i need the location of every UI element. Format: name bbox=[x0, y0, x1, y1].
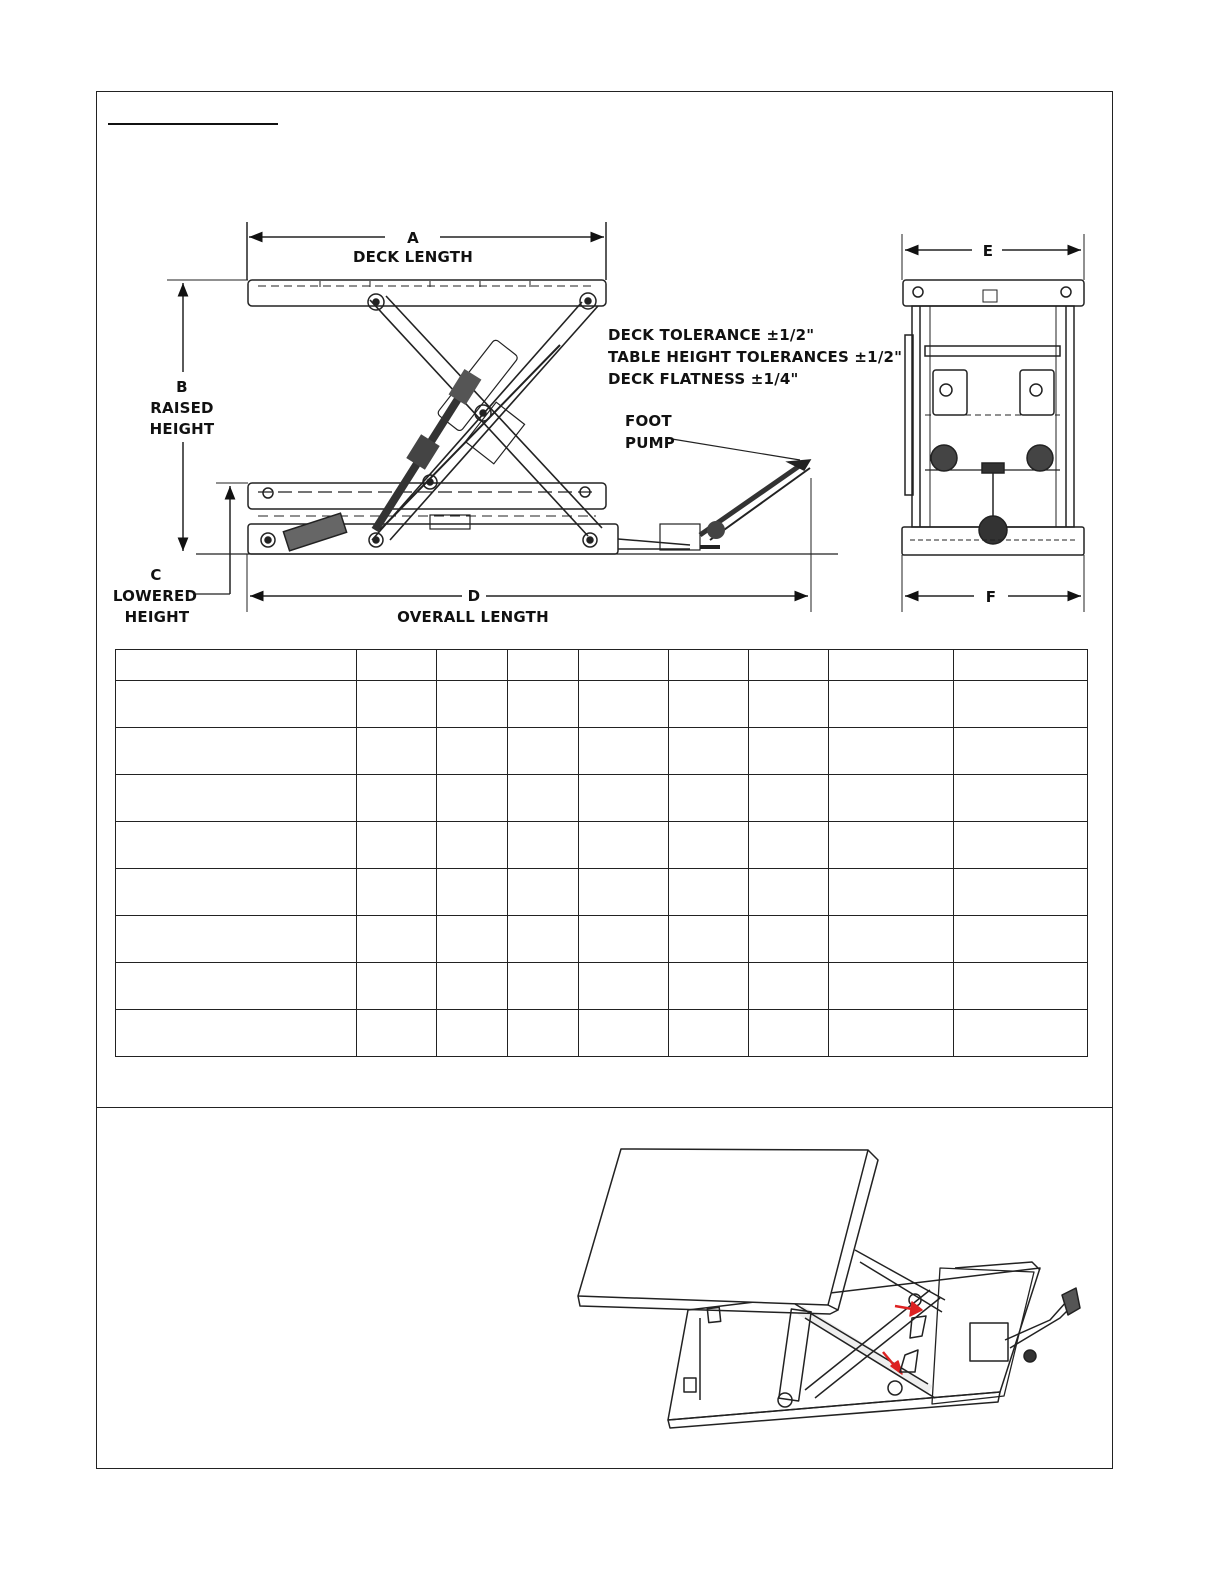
top-deck bbox=[248, 280, 606, 306]
table-row bbox=[116, 681, 1088, 728]
table-header-row bbox=[116, 650, 1088, 681]
table-row bbox=[116, 1010, 1088, 1057]
spec-table bbox=[115, 649, 1088, 1057]
dim-b-line2: HEIGHT bbox=[149, 420, 215, 438]
foot-pump-line1: FOOT bbox=[625, 412, 672, 430]
table-row bbox=[116, 916, 1088, 963]
side-view bbox=[167, 222, 838, 612]
dim-d-label: OVERALL LENGTH bbox=[397, 608, 549, 626]
dim-a-letter: A bbox=[407, 229, 419, 247]
dim-c-letter: C bbox=[150, 566, 162, 584]
foot-pump-line2: PUMP bbox=[625, 434, 675, 452]
table-row bbox=[116, 869, 1088, 916]
dim-a-label: DECK LENGTH bbox=[353, 248, 473, 266]
dim-d-letter: D bbox=[467, 587, 481, 605]
table-row bbox=[116, 822, 1088, 869]
dim-c-line2: HEIGHT bbox=[124, 608, 190, 626]
table-row bbox=[116, 963, 1088, 1010]
deck-flatness: DECK FLATNESS ±1/4" bbox=[608, 370, 799, 388]
mid-frame bbox=[248, 483, 606, 509]
isometric-view bbox=[578, 1149, 1080, 1428]
table-row bbox=[116, 728, 1088, 775]
dim-b-line1: RAISED bbox=[150, 399, 214, 417]
dim-e-letter: E bbox=[982, 242, 994, 260]
dim-b-letter: B bbox=[176, 378, 188, 396]
table-row bbox=[116, 775, 1088, 822]
dim-c-line1: LOWERED bbox=[112, 587, 198, 605]
deck-tolerance: DECK TOLERANCE ±1/2" bbox=[608, 326, 815, 344]
table-height-tolerance: TABLE HEIGHT TOLERANCES ±1/2" bbox=[608, 348, 903, 366]
dim-f-letter: F bbox=[985, 588, 997, 606]
end-view bbox=[902, 234, 1084, 612]
